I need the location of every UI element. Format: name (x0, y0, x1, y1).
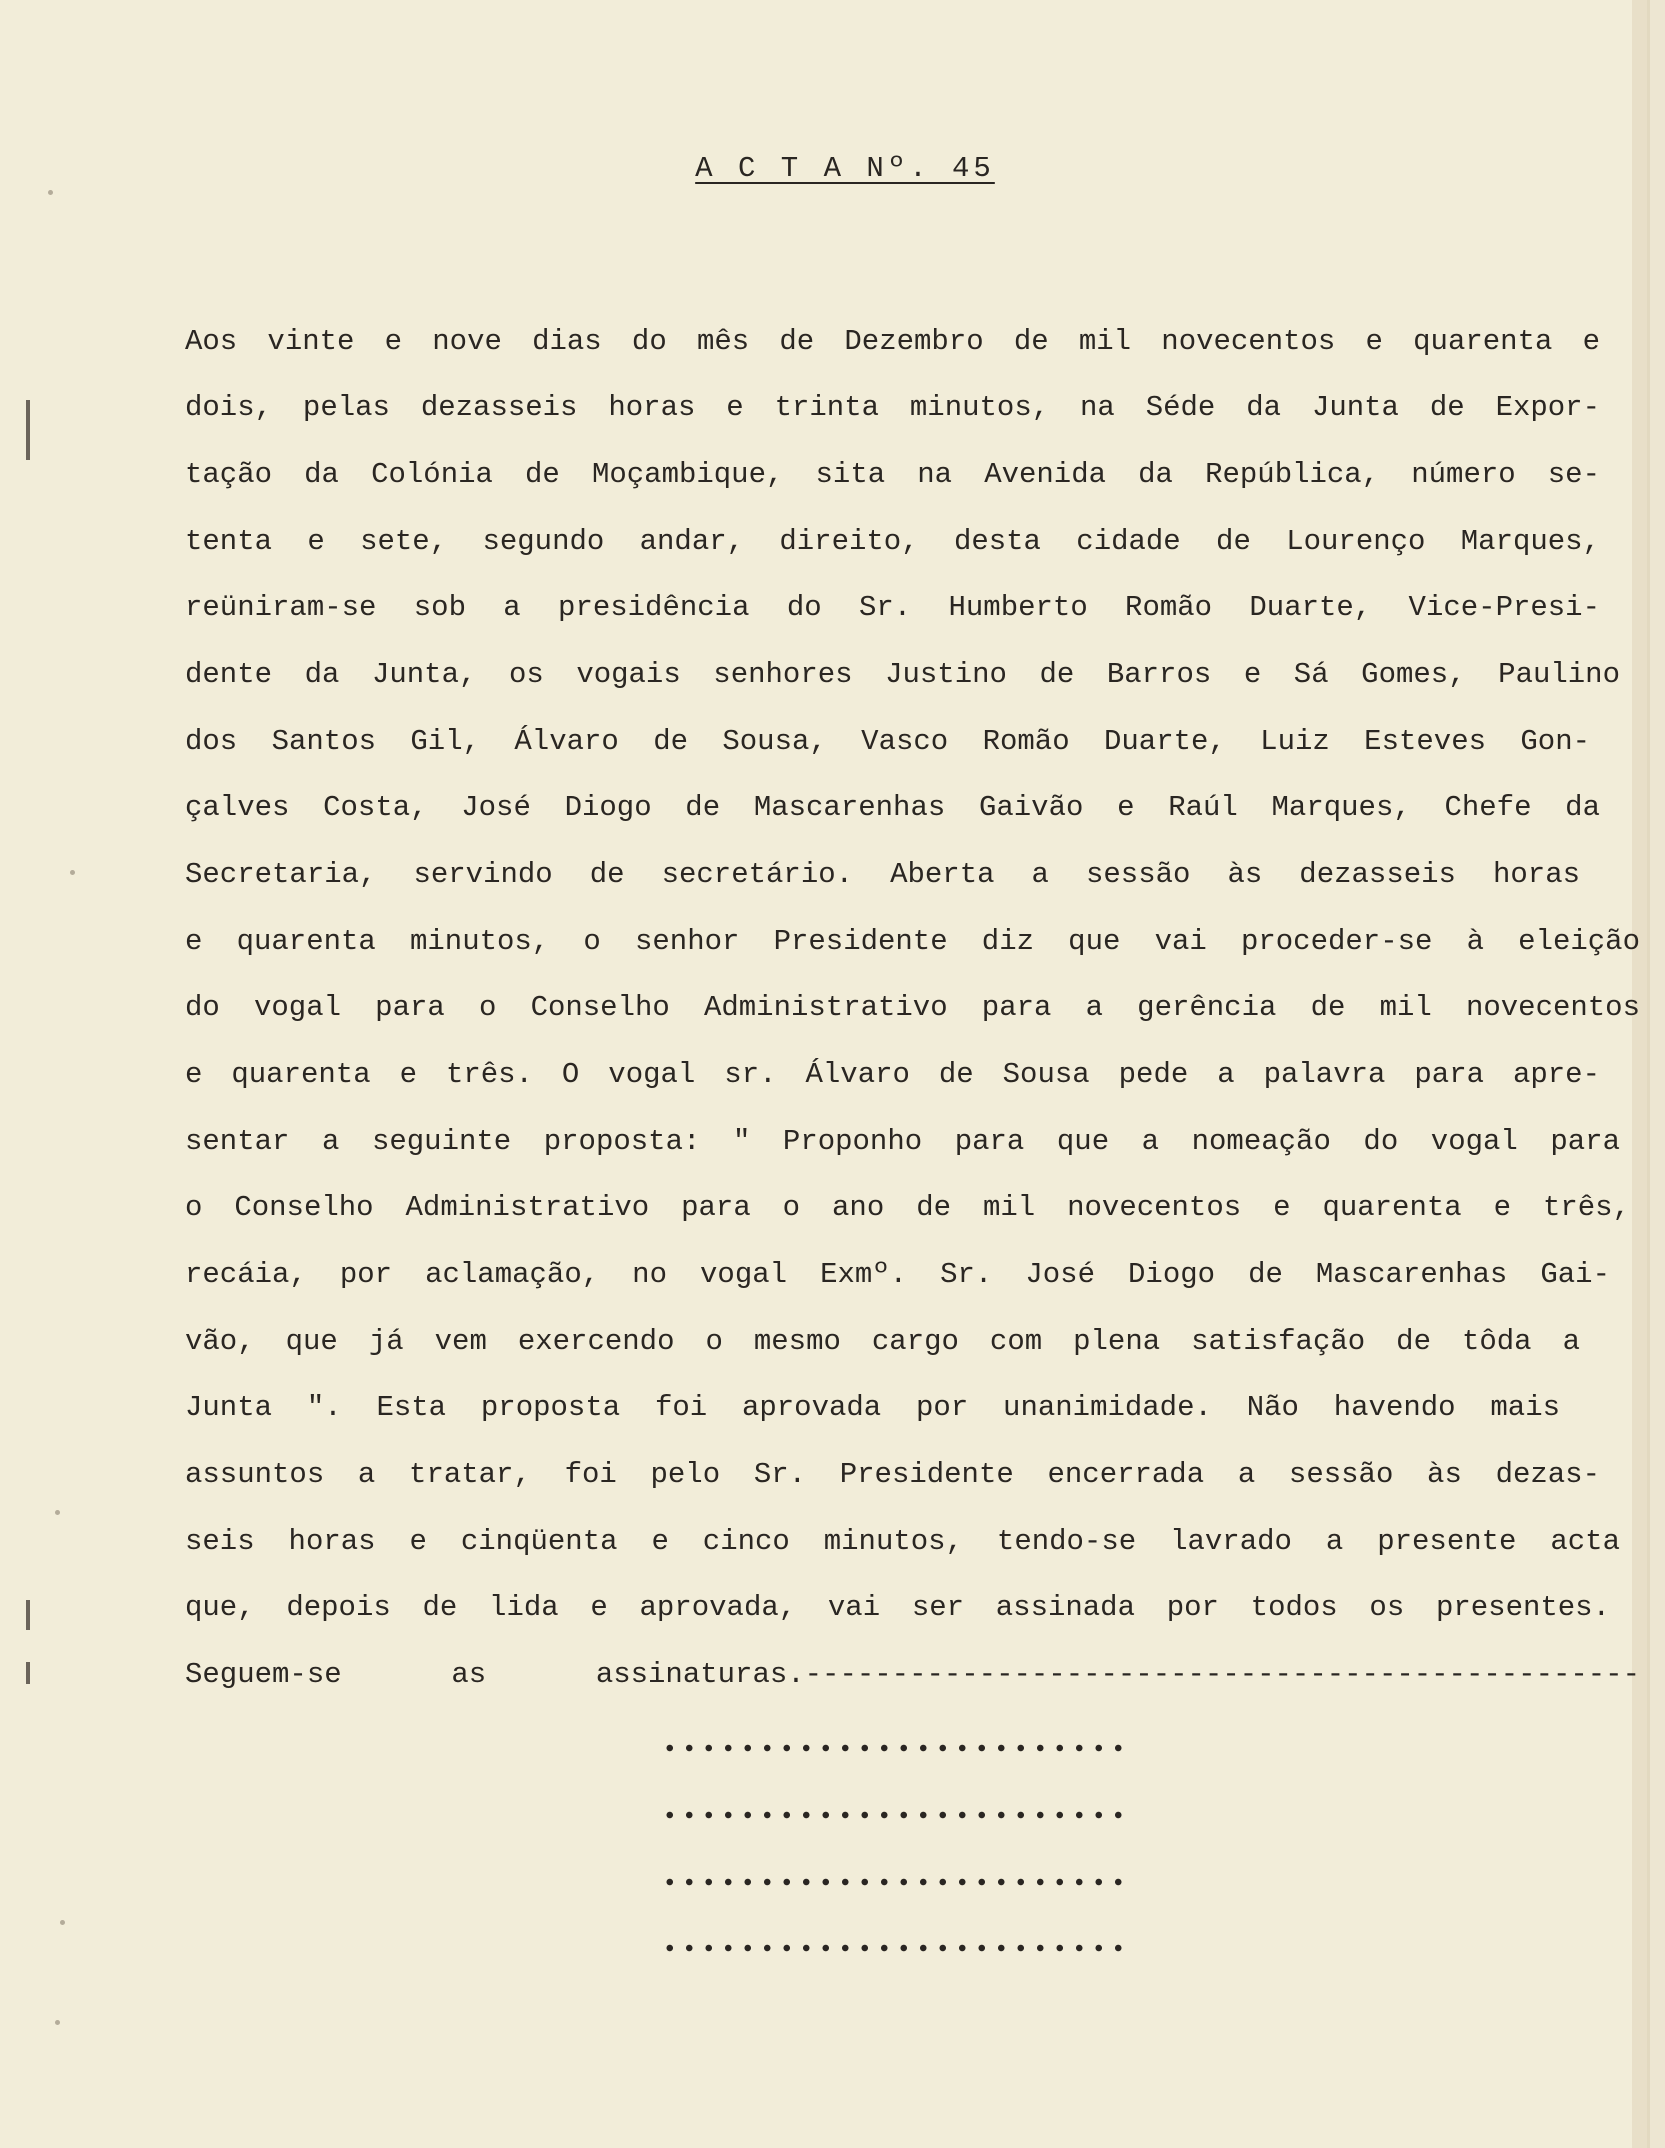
text-line-4: tenta e sete, segundo andar, direito, desta cidade de Lourenço Marques, (185, 525, 1600, 558)
binding-mark (26, 400, 30, 460)
text-line-11: do vogal para o Conselho Administrativo para a gerência de mil novecentos (185, 991, 1640, 1024)
page-edge (1632, 0, 1647, 2148)
text-line-21: Seguem-se as assinaturas.------------------------------------------------ (185, 1658, 1640, 1691)
document-title: A C T A Nº. 45 (695, 152, 995, 185)
paper-speck (55, 1510, 60, 1515)
text-line-18: assuntos a tratar, foi pelo Sr. Presidente encerrada a sessão às dezas- (185, 1458, 1600, 1491)
text-line-7: dos Santos Gil, Álvaro de Sousa, Vasco Romão Duarte, Luiz Esteves Gon- (185, 725, 1590, 758)
signature-line (660, 1744, 1130, 1752)
signature-line (660, 1878, 1130, 1886)
text-line-2: dois, pelas dezasseis horas e trinta minutos, na Séde da Junta de Expor- (185, 391, 1600, 424)
text-line-20: que, depois de lida e aprovada, vai ser assinada por todos os presentes. (185, 1591, 1610, 1624)
paper-speck (48, 190, 53, 195)
text-line-10: e quarenta minutos, o senhor Presidente diz que vai proceder-se à eleição (185, 925, 1640, 958)
text-line-5: reüniram-se sob a presidência do Sr. Humberto Romão Duarte, Vice-Presi- (185, 591, 1600, 624)
text-line-16: vão, que já vem exercendo o mesmo cargo com plena satisfação de tôda a (185, 1325, 1580, 1358)
binding-mark (26, 1662, 30, 1684)
text-line-12: e quarenta e três. O vogal sr. Álvaro de Sousa pede a palavra para apre- (185, 1058, 1600, 1091)
signature-line (660, 1811, 1130, 1819)
text-line-14: o Conselho Administrativo para o ano de mil novecentos e quarenta e três, (185, 1191, 1630, 1224)
binding-mark (26, 1600, 30, 1630)
text-line-13: sentar a seguinte proposta: " Proponho para que a nomeação do vogal para (185, 1125, 1620, 1158)
paper-speck (60, 1920, 65, 1925)
text-line-9: Secretaria, servindo de secretário. Aberta a sessão às dezasseis horas (185, 858, 1580, 891)
text-line-8: çalves Costa, José Diogo de Mascarenhas Gaivão e Raúl Marques, Chefe da (185, 791, 1600, 824)
text-line-19: seis horas e cinqüenta e cinco minutos, tendo-se lavrado a presente acta (185, 1525, 1620, 1558)
text-line-3: tação da Colónia de Moçambique, sita na Avenida da República, número se- (185, 458, 1600, 491)
text-line-17: Junta ". Esta proposta foi aprovada por unanimidade. Não havendo mais (185, 1391, 1560, 1424)
text-line-6: dente da Junta, os vogais senhores Justino de Barros e Sá Gomes, Paulino (185, 658, 1620, 691)
paper-speck (55, 2020, 60, 2025)
signature-line (660, 1944, 1130, 1952)
paper-speck (70, 870, 75, 875)
text-line-15: recáia, por aclamação, no vogal Exmº. Sr. José Diogo de Mascarenhas Gai- (185, 1258, 1610, 1291)
text-line-1: Aos vinte e nove dias do mês de Dezembro de mil novecentos e quarenta e (185, 325, 1600, 358)
